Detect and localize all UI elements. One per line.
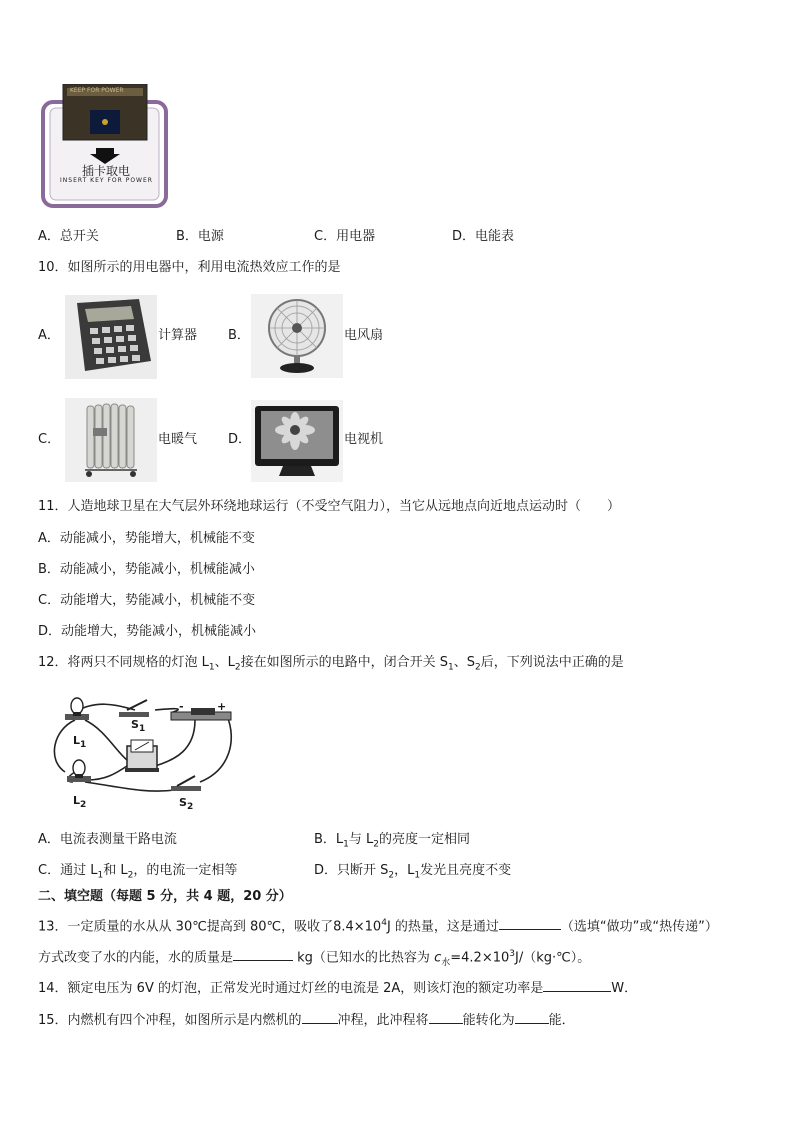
q15-text-d: 能．	[548, 1013, 575, 1028]
q12-opt-b-sub1: 1	[343, 839, 349, 850]
calculator-icon	[65, 295, 157, 379]
q15-line	[38, 1009, 575, 1030]
q11-option-d: D．动能增大，势能减小，机械能减小	[38, 624, 257, 639]
q12-opt-c-b: 和 L	[103, 863, 128, 878]
q13-line2-d: J/（kg·℃）。	[515, 950, 591, 966]
electric-fan-icon	[251, 294, 343, 378]
q13-line1	[38, 914, 718, 936]
s1-letter: S	[131, 718, 139, 731]
q10-option-c-letter: C．	[38, 432, 61, 447]
q12-stem	[38, 654, 624, 677]
q12-sub-l1: 1	[208, 662, 215, 673]
q12-opt-c-c: ，的电流一定相等	[133, 863, 238, 878]
circuit-diagram	[45, 690, 240, 815]
q12-option-b	[314, 831, 470, 854]
q12-opt-d-sub2: 2	[388, 870, 395, 881]
circuit-label-l2	[73, 792, 86, 814]
insert-card-figure	[40, 84, 170, 210]
q12-stem-d: 、S	[453, 655, 476, 670]
circuit-label-s2	[179, 794, 193, 816]
q11-option-b: B．动能减小，势能减小，机械能减小	[38, 562, 255, 577]
circuit-label-plus: +	[217, 700, 227, 713]
q12-opt-d-b: ，L	[394, 863, 415, 878]
q12-opt-b-sub2: 2	[373, 839, 380, 850]
q13-line1-a: 13．一定质量的水从从 30℃提高到 80℃，吸收了	[38, 919, 334, 935]
q12-opt-c-sub2: 2	[127, 870, 134, 881]
q10-option-c-name: 电暖气	[158, 432, 198, 447]
television-icon	[251, 400, 343, 482]
q15-text-b: 冲程，此冲程将	[337, 1013, 429, 1028]
s2-letter: S	[179, 796, 187, 809]
q12-stem-a: 12．将两只不同规格的灯泡 L	[38, 655, 209, 670]
q12-sub-s1: 1	[448, 662, 454, 673]
q15-blank-energy-from[interactable]	[429, 1009, 463, 1024]
q13-blank-method[interactable]	[499, 915, 561, 930]
q14-blank-power[interactable]	[543, 977, 611, 992]
q15-blank-energy-to[interactable]	[515, 1009, 549, 1024]
q10-stem: 10．如图所示的用电器中，利用电流热效应工作的是	[38, 260, 341, 275]
q12-opt-d-sub1: 1	[414, 870, 421, 881]
q13-c-symbol: c	[434, 950, 442, 966]
q13-line1-b: J 的热量，这是通过	[386, 919, 499, 935]
q15-blank-stroke[interactable]	[302, 1009, 338, 1024]
q12-option-d	[314, 862, 511, 885]
q13-heat-value: 8.4×10	[333, 919, 382, 935]
calculator-image	[65, 295, 157, 379]
q13-line1-c: （选填“做功”或“热传递”）	[560, 919, 718, 935]
q12-sub-s2: 2	[475, 662, 481, 673]
oil-heater-icon	[65, 398, 157, 482]
q9-option-d: D．电能表	[452, 229, 515, 244]
television-image	[251, 400, 343, 482]
q9-option-a: A．总开关	[38, 229, 99, 244]
q10-option-b-letter: B．	[228, 328, 250, 343]
q13-c-exp: 3	[509, 949, 515, 959]
q12-option-c	[38, 862, 237, 885]
q14-text-b: W．	[611, 981, 638, 996]
q10-option-d-letter: D．	[228, 432, 252, 447]
q13-blank-mass[interactable]	[233, 946, 293, 961]
q10-option-b-name: 电风扇	[344, 328, 384, 343]
q12-stem-c: 接在如图所示的电路中，闭合开关 S	[240, 655, 449, 670]
q9-option-b: B．电源	[176, 229, 224, 244]
q11-stem: 11．人造地球卫星在大气层外环绕地球运行（不受空气阻力），当它从远地点向近地点运动时（ ）	[38, 499, 621, 514]
l1-letter: L	[73, 734, 81, 747]
q12-stem-b: 、L	[214, 655, 235, 670]
circuit-label-l1	[73, 732, 86, 754]
q13-line2-c: =4.2×10	[450, 950, 510, 966]
q14-text-a: 14．额定电压为 6V 的灯泡，正常发光时通过灯丝的电流是 2A，则该灯泡的额定功率是	[38, 981, 544, 996]
l2-letter: L	[73, 794, 81, 807]
q12-opt-c-sub1: 1	[97, 870, 104, 881]
circuit-label-minus: -	[179, 700, 184, 713]
q12-option-a: A．电流表测量干路电流	[38, 832, 177, 847]
q10-option-a-letter: A．	[38, 328, 60, 343]
circuit-label-s1	[131, 716, 145, 738]
q15-text-c: 能转化为	[462, 1013, 515, 1028]
q13-line2	[38, 945, 590, 972]
q10-option-a-name: 计算器	[158, 328, 198, 343]
q13-c-sub: 水	[441, 957, 451, 968]
q11-option-a: A．动能减小，势能增大，机械能不变	[38, 531, 255, 546]
q12-opt-d-c: 发光且亮度不变	[420, 863, 512, 878]
q12-opt-d-a: D．只断开 S	[314, 863, 389, 878]
q10-option-d-name: 电视机	[344, 432, 384, 447]
card-label-en: INSERT KEY FOR POWER	[60, 177, 153, 184]
s2-sub: 2	[186, 802, 194, 813]
q12-opt-b-c: 的亮度一定相同	[379, 832, 471, 847]
q13-heat-exp: 4	[381, 918, 387, 928]
q13-line2-a: 方式改变了水的内能，水的质量是	[38, 950, 234, 966]
l2-sub: 2	[80, 800, 87, 811]
card-top-text: KEEP FOR POWER	[70, 87, 124, 94]
q13-line2-b: kg（已知水的比热容为	[297, 950, 430, 966]
q14-line	[38, 977, 637, 998]
q15-text-a: 15．内燃机有四个冲程，如图所示是内燃机的	[38, 1013, 302, 1028]
q9-option-c: C．用电器	[314, 229, 376, 244]
electric-fan-image	[251, 294, 343, 378]
q12-opt-c-a: C．通过 L	[38, 863, 98, 878]
card-label-cn: 插卡取电	[82, 164, 131, 178]
q12-opt-b-a: B．L	[314, 832, 344, 847]
q12-stem-e: 后，下列说法中正确的是	[480, 655, 624, 670]
electric-heater-image	[65, 398, 157, 482]
l1-sub: 1	[80, 740, 87, 751]
section-fill-in-heading: 二、填空题（每题 5 分，共 4 题，20 分）	[38, 889, 292, 904]
insert-card-drawing	[40, 84, 170, 210]
q12-opt-b-b: 与 L	[348, 832, 374, 847]
s1-sub: 1	[138, 724, 146, 735]
q12-sub-l2: 2	[234, 662, 241, 673]
q11-option-c: C．动能增大，势能减小，机械能不变	[38, 593, 256, 608]
